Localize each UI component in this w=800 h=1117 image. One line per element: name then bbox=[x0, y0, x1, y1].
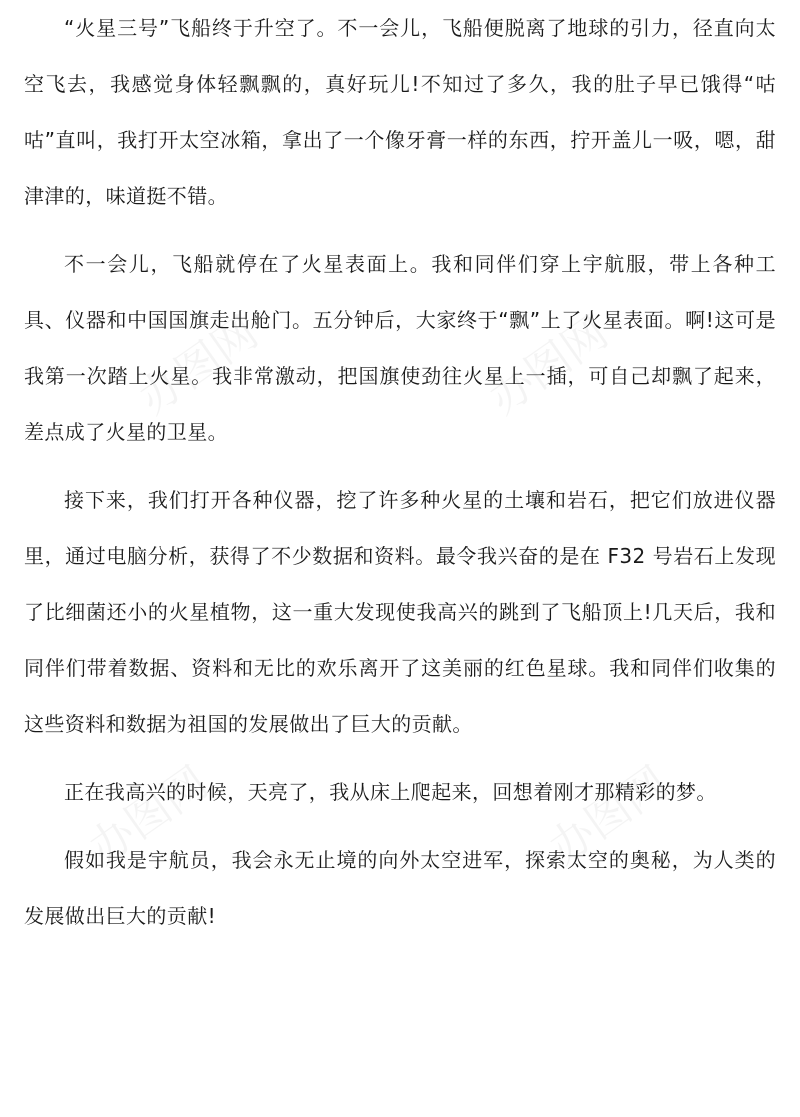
paragraph-waking: 正在我高兴的时候，天亮了，我从床上爬起来，回想着刚才那精彩的梦。 bbox=[64, 780, 717, 804]
paragraph-launch: “火星三号”飞船终于升空了。不一会儿，飞船便脱离了地球的引力，径直向太空飞去，我感觉身体轻飘飘的，真好玩儿!不知过了多久，我的肚子早已饿得“咕咕”直叫，我打开太空冰箱，拿出了一个像牙膏一样的东西，拧开盖儿一吸，嗯，甜津津的，味道挺不错。 bbox=[24, 16, 776, 208]
paragraph-conclusion: 假如我是宇航员，我会永无止境的向外太空进军，探索太空的奥秘，为人类的发展做出巨大的贡献! bbox=[24, 848, 776, 928]
paragraph-landing: 不一会儿，飞船就停在了火星表面上。我和同伴们穿上宇航服，带上各种工具、仪器和中国国旗走出舱门。五分钟后，大家终于“飘”上了火星表面。啊!这可是我第一次踏上火星。我非常激动，把国旗使劲往火星上一插，可自己却飘了起来，差点成了火星的卫星。 bbox=[24, 252, 776, 444]
paragraph-exploration: 接下来，我们打开各种仪器，挖了许多种火星的土壤和岩石，把它们放进仪器里，通过电脑分析，获得了不少数据和资料。最令我兴奋的是在 F32 号岩石上发现了比细菌还小的火星植物，这一重大发现使我高兴的跳到了飞船顶上!几天后，我和同伴们带着数据、资料和无比的欢乐离开了这美丽的红色星球。我和同伴们收集的这些资料和数据为祖国的发展做出了巨大的贡献。 bbox=[24, 488, 776, 736]
article-body bbox=[24, 0, 776, 956]
